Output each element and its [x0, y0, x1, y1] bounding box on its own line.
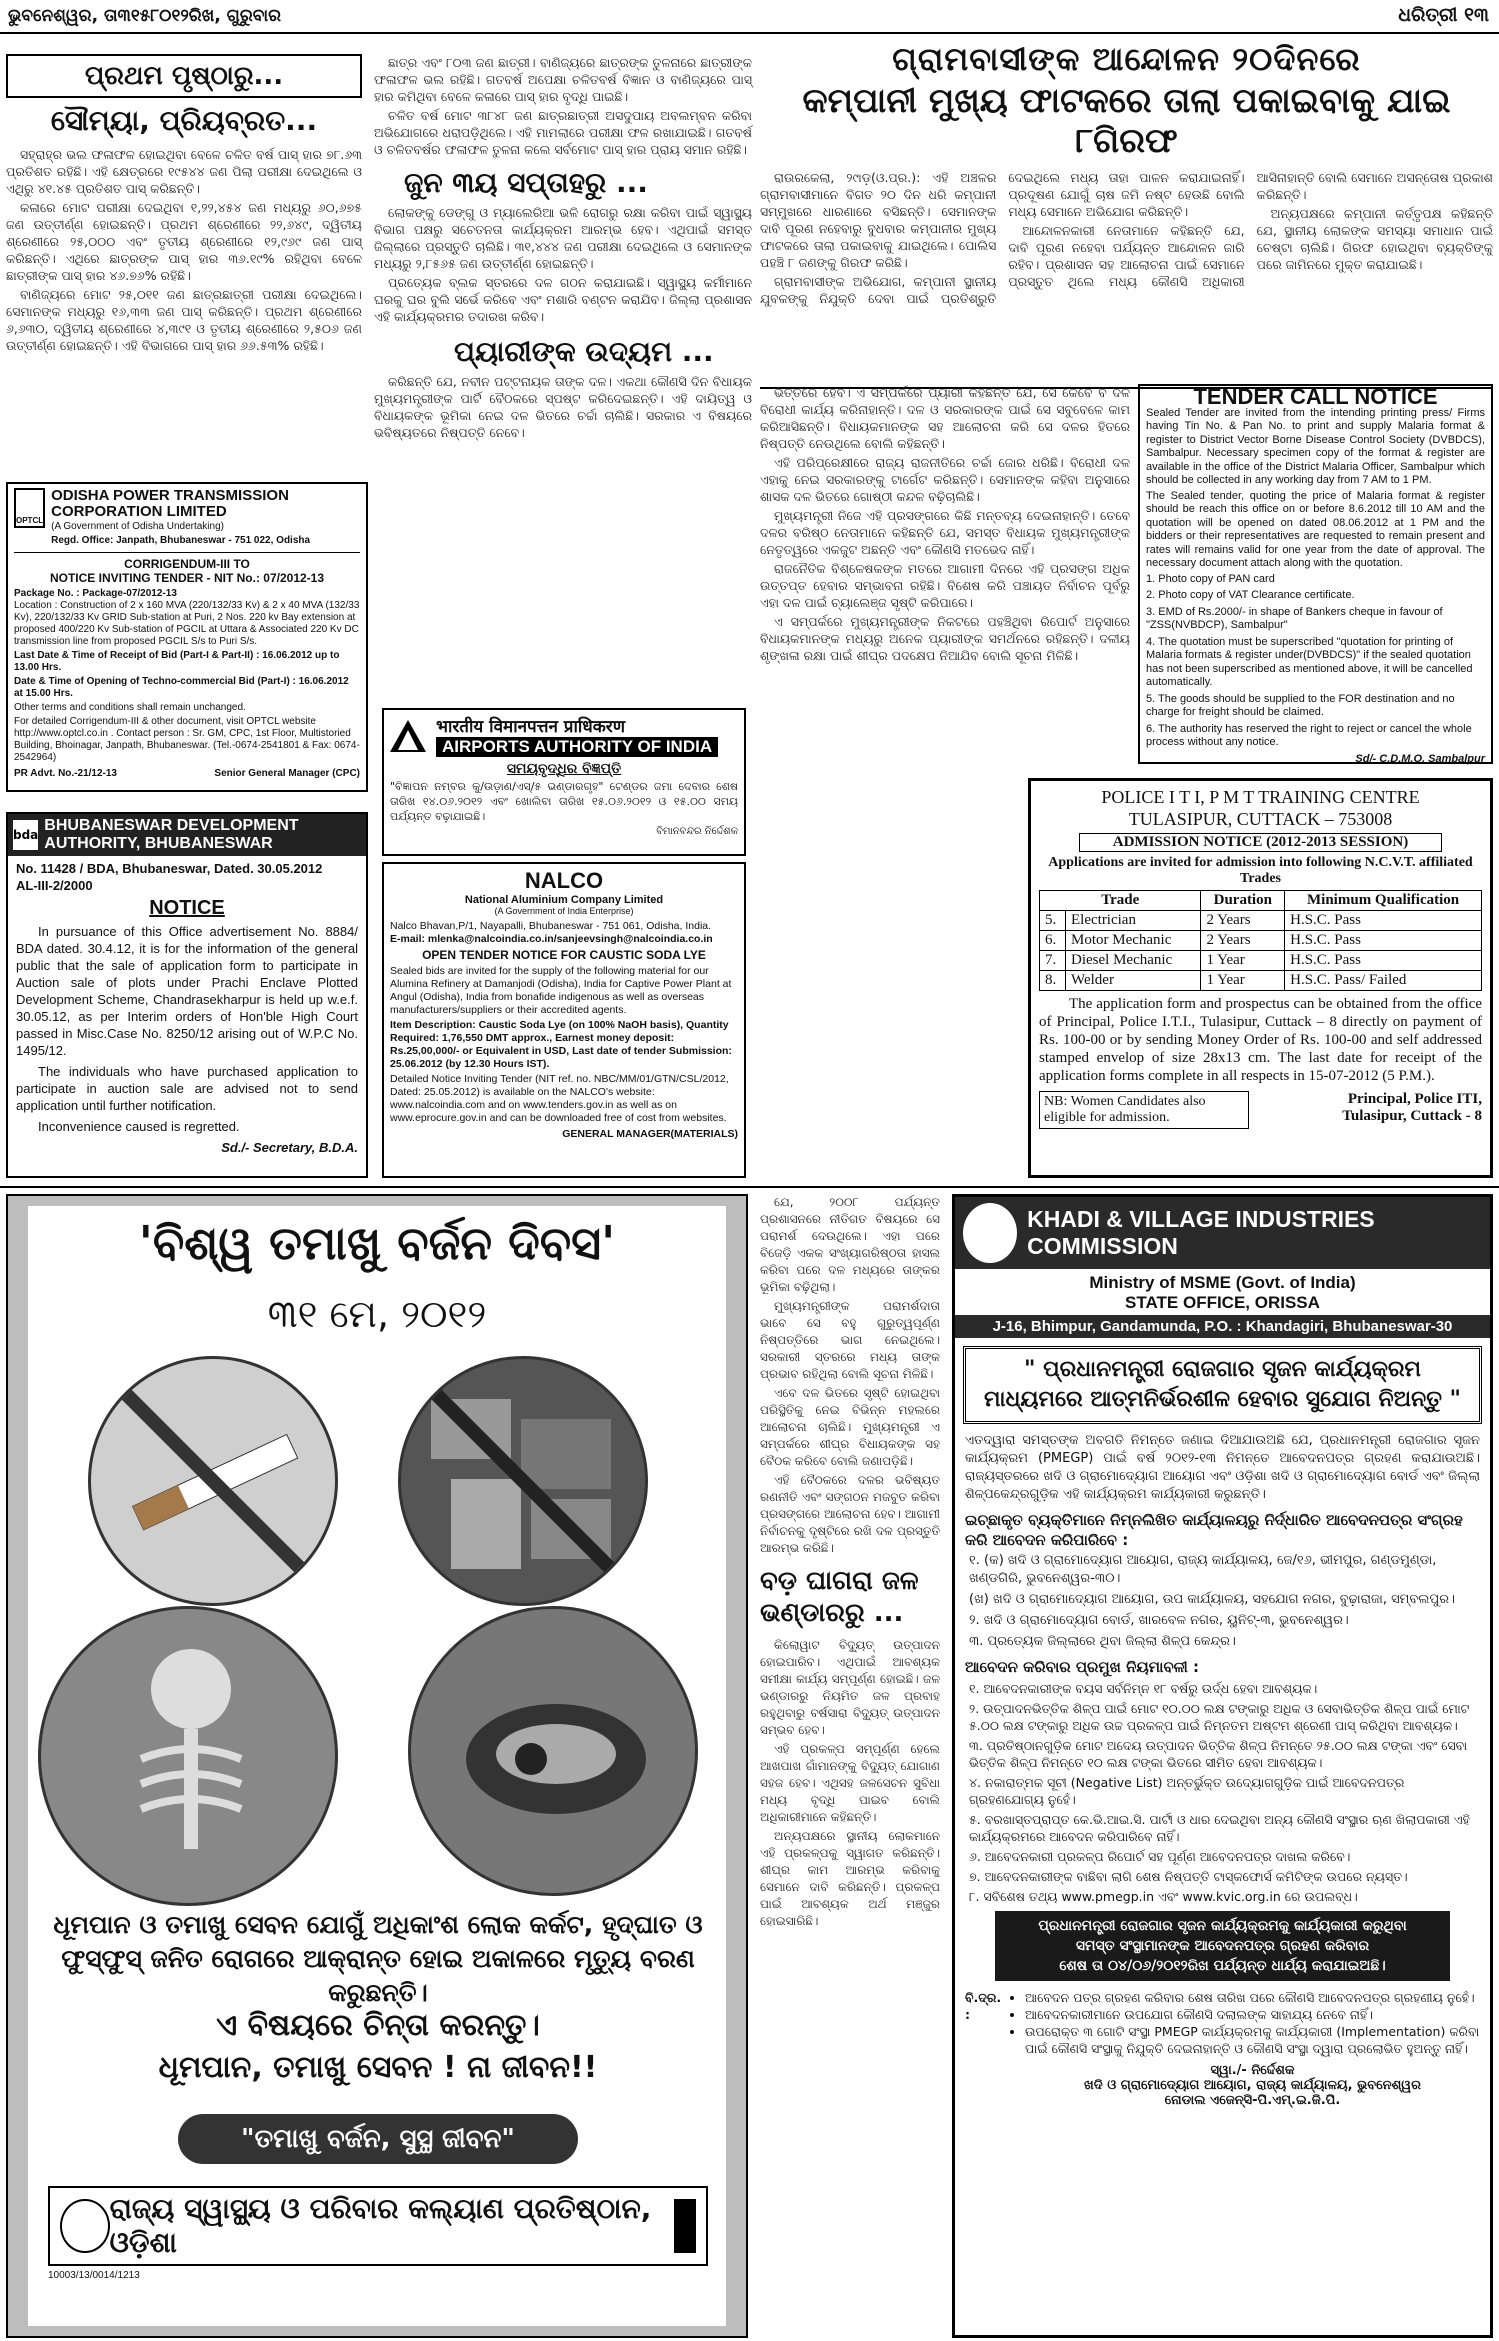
tender-items	[1146, 573, 1485, 750]
list-item: ୨. ଉତ୍ପାଦନଭିତ୍ତିକ ଶିଳ୍ପ ପାଇଁ ମୋଟ ୧୦.୦୦ ଲକ୍ଷ ଟଙ୍କାରୁ ଅଧିକ ଓ ସେବାଭିତ୍ତିକ ଶିଳ୍ପ ପାଇଁ ମୋଟ ୫.୦୦ ଲକ୍ଷ ଟଙ୍କାରୁ ଅଧିକ ଉଚ୍ଚ ପ୍ରକଳ୍ପ ପାଇଁ ନିମ୍ନତମ ଅଷ୍ଟମ ଶ୍ରେଣୀ ପାସ୍ କରିଥିବା ଆବଶ୍ୟକ।	[969, 1701, 1470, 1733]
list-item: 3. EMD of Rs.2000/- in shape of Bankers cheque in favour of "ZSS(NVBDCP), Sambalpur"	[1146, 605, 1443, 631]
health-logo-icon	[674, 2199, 696, 2253]
tobacco-caption: ଧୂମପାନ ଓ ତମାଖୁ ସେବନ ଯୋଗୁଁ ଅଧିକାଂଶ ଲୋକ କର୍କଟ, ହୃଦ୍‌ଘାତ ଓ ଫୁସ୍‌ଫୁସ୍ ଜନିତ ରୋଗରେ ଆକ୍ରାନ୍ତ ହୋଇ ଅକାଳରେ ମୃତ୍ୟୁ ବରଣ କରୁଛନ୍ତି।	[53, 1910, 703, 2007]
column-two-top	[374, 54, 752, 158]
bda-signature: Sd./- Secretary, B.D.A.	[221, 1140, 358, 1155]
list-item: • ଆବେଦନ ପତ୍ର ଗ୍ରହଣ କରିବାର ଶେଷ ତାରିଖ ପରେ କୌଣସି ଆବେଦନପତ୍ର ଗ୍ରହଣୀୟ ନୁହେଁ।	[1025, 1989, 1480, 2006]
page-header	[0, 0, 1499, 34]
list-item: (ଖ) ଖଦି ଓ ଗ୍ରାମୋଦ୍ୟୋଗ ଆୟୋଗ, ଉପ କାର୍ଯ୍ୟାଳୟ, ସହଯୋଗ ନଗର, ବୁଢ଼ାରାଜା, ସମ୍ବଲପୁର।	[969, 1592, 1455, 1607]
optcl-location: Location : Construction of 2 x 160 MVA (220/132/33 Kv) & 2 x 40 MVA (132/33 Kv), 220/132/33 Kv GRID Sub-station at Puri, 2 Nos. 220 kv Bay extension at proposed 400/220 Kv Sub-station of PGCIL at Uttara & Associated 220 Kv DC transmission line from proposed PGCIL S/s to Puri S/s.	[14, 600, 360, 647]
mouth-cancer-image	[408, 1606, 698, 1896]
skeleton-image	[38, 1606, 338, 1906]
kvic-intro: ଏତଦ୍ୱାରା ସମସ୍ତଙ୍କ ଅବଗତି ନିମନ୍ତେ ଜଣାଇ ଦିଆଯାଉଅଛି ଯେ, ପ୍ରଧାନମନ୍ତ୍ରୀ ରୋଜଗାର ସୃଜନ କାର୍ଯ୍ୟକ୍ରମ (PMEGP) ପାଇଁ ବର୍ଷ ୨୦୧୨-୧୩ ନିମନ୍ତେ ଆବେଦନପତ୍ର ଗ୍ରହଣ କରାଯାଉଅଛି। ରାଜ୍ୟସ୍ତରରେ ଖଦି ଓ ଗ୍ରାମୋଦ୍ୟୋଗ ଆୟୋଗ ଏବଂ ଓଡ଼ିଶା ଖଦି ଓ ଗ୍ରାମୋଦ୍ୟୋଗ ବୋର୍ଡ ଏବଂ ଜିଲ୍ଲା ଶିଳ୍ପକେନ୍ଦ୍ରଗୁଡ଼ିକ ଏହି କାର୍ଯ୍ୟକ୍ରମ କାର୍ଯ୍ୟକାରୀ କରୁଛନ୍ତି।	[965, 1433, 1480, 1502]
table-header: Duration	[1201, 891, 1285, 911]
aai-title-en: AIRPORTS AUTHORITY OF INDIA	[436, 737, 718, 757]
optcl-tender-ad	[6, 482, 368, 792]
bda-ref: No. 11428 / BDA, Bhubaneswar, Dated. 30.05.2012	[16, 861, 323, 876]
iti-nb: NB: Women Candidates also eligible for admission.	[1039, 1091, 1249, 1129]
list-item: ୫. ବରଖାସ୍ତପ୍ରାପ୍ତ କେ.ଭି.ଆଇ.ସି. ପାର୍ଟୀ ଓ ଧାର ଦେଇଥିବା ଅନ୍ୟ କୌଣସି ସଂସ୍ଥାର ଋଣ ଖିଲାପକାରୀ ଏହି କାର୍ଯ୍ୟକ୍ରମରେ ଆବେଦନ କରିପାରିବେ ନାହିଁ।	[969, 1812, 1470, 1844]
nalco-signatory: GENERAL MANAGER(MATERIALS)	[562, 1128, 738, 1140]
table-row	[1040, 971, 1482, 991]
list-item: • ଆବେଦନକାରୀମାନେ ଉପଯୋଗ କୌଣସି ଦଲାଲଙ୍କ ସାହାଯ୍ୟ ନେବେ ନାହିଁ।	[1025, 2006, 1480, 2023]
kvic-ad	[952, 1194, 1493, 2338]
list-item: ୪. ନକାରାତ୍ମକ ସୂଚୀ (Negative List) ଅନ୍ତର୍ଭୁକ୍ତ ଉଦ୍ୟୋଗଗୁଡ଼ିକ ପାଇଁ ଆବେଦନପତ୍ର ଗ୍ରହଣଯୋଗ୍ୟ ନୁହେଁ।	[969, 1775, 1405, 1807]
optcl-pr-advt: PR Advt. No.-21/12-13	[14, 768, 117, 779]
list-item: 5. The goods should be supplied to the FOR destination and no charge for freight should be claimed.	[1146, 692, 1455, 718]
paragraph: କିଲୋୱାଟ ବିଦ୍ୟୁତ୍ ଉତ୍ପାଦନ ହୋଇପାରିବ। ଏଥିପାଇଁ ଆବଶ୍ୟକ ସମୀକ୍ଷା କାର୍ଯ୍ୟ ସମ୍ପୂର୍ଣ୍ଣ ହୋଇଛି। ଜଳ ଭଣ୍ଡାରରୁ ନିୟମିତ ଜଳ ପ୍ରବାହ ରହୁଥିବାରୁ ବର୍ଷସାରା ବିଦ୍ୟୁତ୍ ଉତ୍ପାଦନ ସମ୍ଭବ ହେବ।	[760, 1638, 940, 1737]
nalco-address: Nalco Bhavan,P/1, Nayapalli, Bhubaneswar - 751 061, Odisha, India.	[390, 920, 712, 932]
nalco-item: Item Description: Caustic Soda Lye (on 100% NaOH basis), Quantity Required: 1,76,550 DMT approx., Earnest money deposit: Rs.25,00,000/- or Equivalent in USD, Last date of tender Submission: 25.06.2012 (by 12.30 Hours IST).	[390, 1019, 732, 1070]
tobacco-products-image	[398, 1356, 648, 1606]
list-item: 1. Photo copy of PAN card	[1146, 572, 1275, 585]
bda-title: NOTICE	[149, 897, 225, 919]
tender-body-2: The Sealed tender, quoting the price of Malaria format & register should be reach this office on or before 8.6.2012 till 10 AM and the quotation will be opened on dated 08.06.2012 at 1 PM and the bidders or their representatives are requested to remain present and rates will remains valid for one year from the date of approval. The necessary document attach along with the quotation.	[1146, 489, 1485, 569]
front-page-story	[6, 54, 362, 474]
nalco-sub: (A Government of India Enterprise)	[494, 906, 634, 916]
iti-signature-2: Tulasipur, Cuttack - 8	[1342, 1108, 1482, 1124]
table-cell: 5.	[1040, 911, 1066, 931]
tender-body: Sealed Tender are invited from the intending printing press/ Firms having Tin No. & Pan No. to print and supply Malaria format & register to District Vector Borne Disease Control Society (DVBDCS), Sambalpur. Necessary specimen copy of the format & register are available in the office of the District Malaria Officer, Sambalpur which should be collected in any working day from 7 AM to 1 PM.	[1146, 406, 1485, 486]
list-item: ୭. ଆବେଦନକାରୀଙ୍କ ବାଛିବା ଲାଗି ଶେଷ ନିଷ୍ପତ୍ତି ଟାସ୍କଫୋର୍ସ କମିଟିଙ୍କ ଉପରେ ନ୍ୟସ୍ତ।	[969, 1869, 1408, 1884]
kvic-rules	[955, 1680, 1490, 1905]
aai-signatory: ବିମାନବନ୍ଦର ନିର୍ଦ୍ଦେଶକ	[656, 826, 738, 837]
banner-line: ପ୍ରଧାନମନ୍ତ୍ରୀ ରୋଜଗାର ସୃଜନ କାର୍ଯ୍ୟକ୍ରମକୁ କାର୍ଯ୍ୟକାରୀ କରୁଥିବା	[1038, 1918, 1407, 1934]
table-cell: Welder	[1066, 971, 1201, 991]
table-row	[1040, 951, 1482, 971]
iti-title-3: ADMISSION NOTICE (2012-2013 SESSION)	[1079, 833, 1442, 852]
cigarette-ban-image	[88, 1356, 338, 1606]
paragraph: ଆନ୍ଦୋଳନକାରୀ ନେତାମାନେ କହିଛନ୍ତି ଯେ, ଦାବି ପୂରଣ ନହେବା ପର୍ଯ୍ୟନ୍ତ ଆନ୍ଦୋଳନ ଜାରି ରହିବ। ପ୍ରଶାସନ ସହ ଆଲୋଚନା ପାଇଁ ସେମାନେ ପ୍ରସ୍ତୁତ ଥିଲେ ମଧ୍ୟ କୌଣସି ଅଧିକାରୀ ଆସିନାହାନ୍ତି ବୋଲି ସେମାନେ ଅସନ୍ତୋଷ ପ୍ରକାଶ କରିଛନ୍ତି।	[1008, 170, 1493, 289]
table-row	[1040, 931, 1482, 951]
front-page-kicker: ପ୍ରଥମ ପୃଷ୍ଠାରୁ...	[6, 54, 362, 98]
paragraph: ଏହି ବୈଠକରେ ଦଳର ଭବିଷ୍ୟତ ରଣନୀତି ଏବଂ ସଙ୍ଗଠନ ମଜବୁତ କରିବା ପ୍ରସଙ୍ଗରେ ଆଲୋଚନା ହେବ। ଆଗାମୀ ନିର୍ବାଚନକୁ ଦୃଷ୍ଟିରେ ରଖି ଦଳ ପ୍ରସ୍ତୁତି ଆରମ୍ଭ କରିଛି।	[760, 1473, 940, 1555]
front-page-body	[6, 146, 362, 354]
list-item: ୩. ପ୍ରତିଷ୍ଠାନଗୁଡ଼ିକ ମୋଟ ଅଦେୟ ଉତ୍ପାଦନ ଭିତ୍ତିକ ଶିଳ୍ପ ନିମନ୍ତେ ୨୫.୦୦ ଲକ୍ଷ ଟଙ୍କା ଏବଂ ସେବା ଭିତ୍ତିକ ଶିଳ୍ପ ନିମନ୍ତେ ୧୦ ଲକ୍ଷ ଟଙ୍କା ଭିତରେ ସୀମିତ ହେବା ଆବଶ୍ୟକ।	[969, 1738, 1468, 1770]
lead-story	[760, 40, 1493, 380]
optcl-logo: OPTCL	[14, 488, 45, 528]
kvic-notes	[955, 1987, 1490, 2059]
paragraph: ମୁଖ୍ୟମନ୍ତ୍ରୀଙ୍କ ପରାମର୍ଶଦାତା ଭାବେ ସେ ବହୁ ଗୁରୁତ୍ୱପୂର୍ଣ୍ଣ ନିଷ୍ପତ୍ତିରେ ଭାଗ ନେଇଥିଲେ। ସରକାରୀ ସ୍ତରରେ ମଧ୍ୟ ତାଙ୍କ ପ୍ରଭାବ ରହିଥିଲା ବୋଲି ସୂଚନା ମିଳିଛି।	[760, 1299, 940, 1381]
column-two-bottom	[374, 373, 752, 441]
paragraph: ଏବେ ଦଳ ଭିତରେ ସୃଷ୍ଟି ହୋଇଥିବା ପରିସ୍ଥିତିକୁ ନେଇ ବିଭିନ୍ନ ମହଲରେ ଆଲୋଚନା ଚାଲିଛି। ମୁଖ୍ୟମନ୍ତ୍ରୀ ଏ ସମ୍ପର୍କରେ ଶୀଘ୍ର ବିଧାୟକଙ୍କ ସହ ବୈଠକ କରିବେ ବୋଲି ଜଣାପଡ଼ିଛି।	[760, 1386, 940, 1468]
paragraph: କଳାରେ ମୋଟ ପରୀକ୍ଷା ଦେଇଥିବା ୧,୨୨,୪୫୪ ଜଣ ମଧ୍ୟରୁ ୬୦,୬୭୫ ଜଣ ଉତ୍ତୀର୍ଣ୍ଣ ହୋଇଛନ୍ତି। ପ୍ରଥମ ଶ୍ରେଣୀରେ ୨୨,୬୪୯, ଦ୍ୱିତୀୟ ଶ୍ରେଣୀରେ ୨୫,୦୦୦ ଏବଂ ତୃତୀୟ ଶ୍ରେଣୀରେ ୧୨,୯୬୯ ଜଣ ପାସ୍ କରିଛନ୍ତି। ଏଥିରେ ଛାତ୍ରଙ୍କ ପାସ୍ ହାର ୩୬.୧୯% ରହିଥିବା ବେଳେ ଛାତ୍ରୀଙ୍କ ପାସ୍ ହାର ୪୬.୭୬% ରହିଛି।	[6, 200, 362, 283]
aai-notice-ad	[382, 708, 746, 856]
kvic-deadline-banner	[995, 1911, 1450, 1981]
tobacco-ad	[6, 1194, 748, 2338]
table-cell: H.S.C. Pass	[1285, 911, 1482, 931]
table-cell: 1 Year	[1201, 971, 1285, 991]
paragraph: ଗ୍ରାମବାସୀଙ୍କ ଅଭିଯୋଗ, କମ୍ପାନୀ ସ୍ଥାନୀୟ ଯୁବକଙ୍କୁ ନିଯୁକ୍ତି ଦେବା ପାଇଁ ପ୍ରତିଶ୍ରୁତି ଦେଇଥିଲେ ମଧ୍ୟ ତାହା ପାଳନ କରାଯାଇନାହିଁ। ପ୍ରଦୂଷଣ ଯୋଗୁଁ ଚାଷ ଜମି ନଷ୍ଟ ହେଉଛି ବୋଲି ମଧ୍ୟ ସେମାନେ ଅଭିଯୋଗ କରିଛନ୍ତି।	[760, 170, 1245, 306]
banner-line: ସମସ୍ତ ସଂସ୍ଥାମାନଙ୍କ ଆବେଦନପତ୍ର ଗ୍ରହଣ କରିବାର	[1075, 1938, 1370, 1954]
banner-line: ଶେଷ ତା ୦୪/୦୬/୨୦୧୨ରିଖ ପର୍ଯ୍ୟନ୍ତ ଧାର୍ଯ୍ୟ କରାଯାଇଅଛି।	[1059, 1958, 1386, 1974]
kvic-office: STATE OFFICE, ORISSA	[1125, 1293, 1320, 1312]
optcl-office: Regd. Office: Janpath, Bhubaneswar - 751 022, Odisha	[51, 535, 311, 546]
paragraph: ଚଳିତ ବର୍ଷ ମୋଟ ୩୮୪୮ ଜଣ ଛାତ୍ରଛାତ୍ରୀ ଅସଦୁପାୟ ଅବଲମ୍ବନ କରିବା ଅଭିଯୋଗରେ ଧରାପଡ଼ିଥିଲେ। ଏହି ମାମଲାରେ ପରୀକ୍ଷା ଫଳ ରଖାଯାଇଛି। ଗତବର୍ଷ ଓ ଚଳିତବର୍ଷର ଫଳାଫଳ ତୁଳନା କଲେ ସର୍ବମୋଟ ପାସ୍ ହାର ପ୍ରାୟ ସମାନ ରହିଛି।	[374, 108, 752, 157]
mid-story-subhead: ବଡ଼ ଘାଗରା ଜଳ ଭଣ୍ଡାରରୁ ...	[760, 1566, 919, 1628]
iti-title-1: POLICE I T I, P M T TRAINING CENTRE	[1101, 787, 1420, 807]
nalco-body: Sealed bids are invited for the supply of the following material for our Alumina Refinery at Damanjodi (Odisha), India for Captive Power Plant at Angul (Odisha), India from bonafide indigenous as well as overseas manufacturers/suppliers or their accredited agents.	[390, 965, 732, 1016]
tender-title: TENDER CALL NOTICE	[1193, 384, 1438, 409]
bda-name: BHUBANESWAR DEVELOPMENT AUTHORITY, BHUBANESWAR	[44, 817, 299, 852]
kvic-sign-3: ନୋଡାଲ ଏଜେନ୍ସି-ପି.ଏମ୍.ଇ.ଜି.ପି.	[1164, 2093, 1341, 2108]
tobacco-code: 10003/13/0014/1213	[48, 2270, 140, 2281]
paragraph: ରାଉରକେଲା, ୨୯ାଡ଼(ଓ.ପ୍ର.): ଏହି ଅଞ୍ଚଳର ଗ୍ରାମବାସୀମାନେ ବିଗତ ୨୦ ଦିନ ଧରି କମ୍ପାନୀ ସମ୍ମୁଖରେ ଧାରଣାରେ ବସିଛନ୍ତି। ସେମାନଙ୍କ ଦାବି ପୂରଣ ନହେବାରୁ ବୁଧବାର କମ୍ପାନୀର ମୁଖ୍ୟ ଫାଟକରେ ତାଲା ପକାଇବାକୁ ଯାଇଥିଲେ। ପୋଲିସ ପହଞ୍ଚି ୮ ଜଣଙ୍କୁ ଗିରଫ କରିଛି।	[760, 170, 997, 270]
paragraph: ଛାତ୍ର ଏବଂ ୮୦୩ ଜଣ ଛାତ୍ରୀ। ବାଣିଜ୍ୟରେ ଛାତ୍ରଙ୍କ ତୁଳନାରେ ଛାତ୍ରୀଙ୍କ ଫଳାଫଳ ଭଲ ରହିଛି। ଗତବର୍ଷ ଅପେକ୍ଷା ଚଳିତବର୍ଷ ବିଜ୍ଞାନ ଓ ବାଣିଜ୍ୟରେ ପାସ୍ ହାର କମିଥିବା ବେଳେ କଳାରେ ପାସ୍ ହାର ବୃଦ୍ଧି ପାଇଛି।	[374, 55, 752, 104]
bda-paragraph-1: In pursuance of this Office advertisement No. 8884/ BDA dated. 30.4.12, it is for the information of the general public that the sale of application form to participate in Auction sale of plots under Prachi Enclave Plotted Development Scheme, Chandrasekharpur is held up w.e.f. 30.05.12, as per Interim orders of Hon'ble High Court passed in Misc.Case No. 8250/12 arising out of W.P.C No. 1495/12.	[16, 924, 358, 1058]
tobacco-title: 'ବିଶ୍ୱ ତମାଖୁ ବର୍ଜନ ଦିବସ'	[138, 1216, 616, 1270]
lead-story-kicker: ଗ୍ରାମବାସୀଙ୍କ ଆନ୍ଦୋଳନ ୨୦ଦିନରେ	[892, 40, 1361, 78]
paragraph: ଏହି ପରିପ୍ରେକ୍ଷୀରେ ରାଜ୍ୟ ରାଜନୀତିରେ ଚର୍ଚ୍ଚା ଜୋର ଧରିଛି। ବିରୋଧୀ ଦଳ ଏହାକୁ ନେଇ ସରକାରଙ୍କୁ ଟାର୍ଗେଟ କରିଛନ୍ତି। ସେମାନଙ୍କ କହିବା ଅନୁସାରେ ଶାସକ ଦଳ ଭିତରେ ଗୋଷ୍ଠୀ କନ୍ଦଳ ବଢ଼ିଚାଲିଛି।	[760, 455, 1130, 504]
mid-story	[760, 1194, 940, 2338]
table-cell: 2 Years	[1201, 931, 1285, 951]
column-two-subhead-2: ପ୍ୟାରୀଙ୍କ ଉଦ୍ୟମ ...	[454, 335, 714, 368]
nalco-email: E-mail: mlenka@nalcoindia.co.in/sanjeevsingh@nalcoindia.co.in	[390, 933, 713, 945]
kvic-notes-label: ବି.ଦ୍ର. :	[965, 1990, 1002, 2022]
date-line: ଭୁବନେଶ୍ୱର, ତା୩୧୫୮୦୧୨ରିଖ, ଗୁରୁବାର	[8, 6, 282, 26]
iti-body: The application form and prospectus can be obtained from the office of Principal, Police I.T.I., Tulasipur, Cuttack – 8 directly on payment of Rs. 100-00 or by sending Money Order of Rs. 100-00 and self addressed stamped envelop of size 28x13 cm. The last date for receipt of the application forms complete in all respects in 15-07-2012 (5 P.M.).	[1039, 996, 1482, 1084]
lead-story-headline: କମ୍ପାନୀ ମୁଖ୍ୟ ଫାଟକରେ ତାଲା ପକାଇବାକୁ ଯାଇ ୮ଗିରଫ	[802, 81, 1451, 161]
column-two-mid	[374, 204, 752, 325]
table-cell: 1 Year	[1201, 951, 1285, 971]
optcl-details: For detailed Corrigendum-III & other document, visit OPTCL website http://www.optcl.co.in . Contact person : Sr. GM, CPC, 1st Floor, Multistoried Building, Bhoinagar, Janpath, Bhubaneswar. (Tel.-0674-2541801 & Fax: 0674-2542964)	[14, 716, 360, 763]
iti-signature-1: Principal, Police ITI,	[1347, 1091, 1482, 1107]
list-item: ୧. ଆବେଦନକାରୀଙ୍କ ବୟସ ସର୍ବନିମ୍ନ ୧୮ ବର୍ଷରୁ ଉର୍ଦ୍ଧ ହେବା ଆବଶ୍ୟକ।	[969, 1681, 1318, 1696]
tender-call-notice	[1138, 384, 1493, 764]
kvic-sign-2: ଖଦି ଓ ଗ୍ରାମୋଦ୍ୟୋଗ ଆୟୋଗ, ରାଜ୍ୟ କାର୍ଯ୍ୟାଳୟ, ଭୁବନେଶ୍ୱର	[1084, 2078, 1421, 2093]
table-cell: 6.	[1040, 931, 1066, 951]
kvic-headline: " ପ୍ରଧାନମନ୍ତ୍ରୀ ରୋଜଗାର ସୃଜନ କାର୍ଯ୍ୟକ୍ରମ ମାଧ୍ୟମରେ ଆତ୍ମନିର୍ଭରଶୀଳ ହେବାର ସୁଯୋଗ ନିଅନ୍ତୁ "	[963, 1346, 1482, 1424]
police-iti-ad	[1028, 778, 1493, 1178]
nalco-logo-text: NALCO	[524, 868, 604, 893]
bda-logo: bda	[13, 820, 38, 850]
list-item: 4. The quotation must be superscribed "quotation for printing of Malaria formats & register under(DVBDCS)" if the sealed quotation has not been superscribed as mentioned above, it will be cancelled automatically.	[1146, 635, 1473, 688]
list-item: ୩. ପ୍ରତ୍ୟେକ ଜିଲ୍ଲାରେ ଥିବା ଜିଲ୍ଲା ଶିଳ୍ପ କେନ୍ଦ୍ର।	[969, 1634, 1236, 1649]
optcl-package: Package No. : Package-07/2012-13	[14, 588, 177, 599]
kvic-rules-title: ଆବେଦନ କରିବାର ପ୍ରମୁଖ ନିୟମାବଳୀ :	[965, 1658, 1199, 1676]
paragraph: ସହ୍ରାହ୍ର ଭଲ ଫଳାଫଳ ହୋଇଥିବା ବେଳେ ଚଳିତ ବର୍ଷ ପାସ୍ ହାର ୭୮.୬୩ ପ୍ରତିଶତ ରହିଛି। ଏହି କ୍ଷେତ୍ରରେ ୧୯୫୪୪ ଜଣ ପିଲା ପରୀକ୍ଷା ଦେଇଥିଲେ ଓ ଏଥିରୁ ୪୧.୪୫ ପ୍ରତିଶତ ପାସ୍ କରିଛନ୍ତି।	[6, 147, 362, 196]
optcl-opening: Date & Time of Opening of Techno-commercial Bid (Part-I) : 16.06.2012 at 15.00 Hrs.	[14, 676, 349, 699]
table-cell: H.S.C. Pass	[1285, 951, 1482, 971]
bda-paragraph-3: Inconvenience caused is regretted.	[38, 1119, 240, 1134]
kvic-subhead: ଇଚ୍ଛାକୃତ ବ୍ୟକ୍ତିମାନେ ନିମ୍ନଲିଖିତ କାର୍ଯ୍ୟାଳୟରୁ ନିର୍ଦ୍ଧାରିତ ଆବେଦନପତ୍ର ସଂଗ୍ରହ କରି ଆବେଦନ କରିପାରିବେ :	[965, 1511, 1463, 1549]
aai-body: "ବିଜ୍ଞାପନ ନମ୍ବର କୁ/ଉଡ଼ାଣ/ଏସ୍/୫ ଭଣ୍ଡାରଗୃହ" ଟେଣ୍ଡର ଜମା ଦେବାର ଶେଷ ତାରିଖ ୧୪.୦୬.୨୦୧୨ ଏବଂ ଖୋଲିବା ତାରିଖ ୧୫.୦୬.୨୦୧୨ ଓ ୧୫.୦୦ ସମୟ ପର୍ଯ୍ୟନ୍ତ ବଢ଼ାଯାଇଛି।	[390, 780, 738, 823]
kvic-sign-1: ସ୍ୱା./- ନିର୍ଦ୍ଦେଶକ	[1210, 2063, 1295, 2078]
list-item: ୬. ଆବେଦନକାରୀ ପ୍ରକଳ୍ପ ରିପୋର୍ଟ ସହ ପୂର୍ଣ୍ଣ ଆବେଦନପତ୍ର ଦାଖଲ କରିବେ।	[969, 1849, 1351, 1864]
column-two-subhead-1: ଜୁନ ୩ୟ ସପ୍ତାହରୁ ...	[404, 166, 648, 199]
optcl-signatory: Senior General Manager (CPC)	[214, 768, 360, 779]
list-item: ୧. (କ) ଖଦି ଓ ଗ୍ରାମୋଦ୍ୟୋଗ ଆୟୋଗ, ରାଜ୍ୟ କାର୍ଯ୍ୟାଳୟ, ଜେ/୧୬, ଭୀମପୁର, ଗଣ୍ଡମୁଣ୍ଡା, ଖଣ୍ଡଗିରି, ଭୁବନେଶ୍ୱର-୩୦।	[969, 1553, 1437, 1586]
table-cell: 2 Years	[1201, 911, 1285, 931]
bda-ref2: AL-III-2/2000	[16, 878, 93, 893]
paragraph: ବାଣିଜ୍ୟରେ ମୋଟ ୨୫,୦୧୧ ଜଣ ଛାତ୍ରଛାତ୍ରୀ ପରୀକ୍ଷା ଦେଇଥିଲେ। ସେମାନଙ୍କ ମଧ୍ୟରୁ ୧୬,୩୩ ଜଣ ପାସ୍ କରିଛନ୍ତି। ପ୍ରଥମ ଶ୍ରେଣୀରେ ୬,୬୩୦, ଦ୍ୱିତୀୟ ଶ୍ରେଣୀରେ ୪,୩୯୧ ଓ ତୃତୀୟ ଶ୍ରେଣୀରେ ୨,୫୦୬ ଜଣ ଉତ୍ତୀର୍ଣ୍ଣ ହୋଇଛନ୍ତି। ଏହି ବିଭାଗରେ ପାସ୍ ହାର ୬୬.୫୩% ରହିଛି।	[6, 287, 362, 353]
table-cell: H.S.C. Pass/ Failed	[1285, 971, 1482, 991]
optcl-other-terms: Other terms and conditions shall remain unchanged.	[14, 702, 246, 713]
table-header: Trade	[1040, 891, 1201, 911]
table-cell: Diesel Mechanic	[1066, 951, 1201, 971]
tobacco-appeal-2: ଧୂମପାନ, ତମାଖୁ ସେବନ ! ନା ଜୀବନ!!	[158, 2050, 598, 2085]
iti-trades-table	[1039, 890, 1482, 991]
nalco-title: OPEN TENDER NOTICE FOR CAUSTIC SODA LYE	[422, 948, 706, 962]
list-item: ୨. ଖଦି ଓ ଗ୍ରାମୋଦ୍ୟୋଗ ବୋର୍ଡ, ଖାରବେଳ ନଗର, ୟୁନିଟ୍-୩, ଭୁବନେଶ୍ୱର।	[969, 1613, 1349, 1628]
paragraph: ରାଜନୈତିକ ବିଶ୍ଳେଷକଙ୍କ ମତରେ ଆଗାମୀ ଦିନରେ ଏହି ପ୍ରସଙ୍ଗ ଅଧିକ ଉତ୍ତପ୍ତ ହେବାର ସମ୍ଭାବନା ରହିଛି। ବିଶେଷ କରି ପଞ୍ଚାୟତ ନିର୍ବାଚନ ପୂର୍ବରୁ ଏହା ଦଳ ପାଇଁ ଚ୍ୟାଲେଞ୍ଜ ସୃଷ୍ଟି କରିପାରେ।	[760, 561, 1130, 610]
table-cell: H.S.C. Pass	[1285, 931, 1482, 951]
paragraph: ଅନ୍ୟପକ୍ଷରେ ସ୍ଥାନୀୟ ଲୋକମାନେ ଏହି ପ୍ରକଳ୍ପକୁ ସ୍ୱାଗତ କରିଛନ୍ତି। ଶୀଘ୍ର କାମ ଆରମ୍ଭ କରିବାକୁ ସେମାନେ ଦାବି କରିଛନ୍ତି। ପ୍ରକଳ୍ପ ପାଇଁ ଆବଶ୍ୟକ ଅର୍ଥ ମଞ୍ଜୁର ହୋଇସାରିଛି।	[760, 1829, 940, 1928]
paragraph: ମୁଖ୍ୟମନ୍ତ୍ରୀ ନିଜେ ଏହି ପ୍ରସଙ୍ଗରେ କିଛି ମନ୍ତବ୍ୟ ଦେଇନାହାନ୍ତି। ତେବେ ଦଳର ବରିଷ୍ଠ ନେତାମାନେ କହିଛନ୍ତି ଯେ, ସମସ୍ତ ବିଧାୟକ ମୁଖ୍ୟମନ୍ତ୍ରୀଙ୍କ ନେତୃତ୍ୱରେ ଏକଜୁଟ ଅଛନ୍ତି ଏବଂ କୌଣସି ମତଭେଦ ନାହିଁ।	[760, 508, 1130, 557]
bda-notice-ad	[6, 812, 368, 1178]
list-item: • ଉପରୋକ୍ତ ୩ ଗୋଟି ସଂସ୍ଥା PMEGP କାର୍ଯ୍ୟକ୍ରମକୁ କାର୍ଯ୍ୟକାରୀ (Implementation) କରିବା ପାଇଁ କୌଣସି ସଂସ୍ଥାକୁ ନିଯୁକ୍ତି ଦେଇନାହାନ୍ତି ଓ କୌଣସି ସଂସ୍ଥା ଦ୍ୱାରା ପ୍ରଲୋଭିତ ହୁଅନ୍ତୁ ନାହିଁ।	[1025, 2023, 1480, 2057]
list-item: 6. The authority has reserved the right to reject or cancel the whole process without any notice.	[1146, 722, 1472, 748]
lead-story-body	[760, 169, 1493, 379]
optcl-sub: (A Government of Odisha Undertaking)	[51, 521, 224, 532]
paragraph: ଏହି ପ୍ରକଳ୍ପ ସମ୍ପୂର୍ଣ୍ଣ ହେଲେ ଆଖପାଖ ଗାଁମାନଙ୍କୁ ବିଦ୍ୟୁତ୍ ଯୋଗାଣ ସହଜ ହେବ। ଏଥିସହ ଜଳସେଚନ ସୁବିଧା ମଧ୍ୟ ବୃଦ୍ଧି ପାଇବ ବୋଲି ଅଧିକାରୀମାନେ କହିଛନ୍ତି।	[760, 1742, 940, 1824]
kvic-title: KHADI & VILLAGE INDUSTRIES COMMISSION	[1027, 1206, 1375, 1259]
list-item: ୮. ସବିଶେଷ ତଥ୍ୟ www.pmegp.in ଏବଂ www.kvic.org.in ରେ ଉପଲବ୍ଧ।	[969, 1889, 1358, 1904]
optcl-nit: NOTICE INVITING TENDER - NIT No.: 07/2012-13	[49, 571, 325, 585]
paragraph: ଭିତ୍ତିରେ ହେବ। ଏ ସମ୍ପର୍କରେ ପ୍ୟାରୀ କହିଛନ୍ତି ଯେ, ସେ କେବେ ବି ଦଳ ବିରୋଧୀ କାର୍ଯ୍ୟ କରିନାହାନ୍ତି। ଦଳ ଓ ସରକାରଙ୍କ ପାଇଁ ସେ ସବୁବେଳେ କାମ କରିଆସିଛନ୍ତି। ବିଧାୟକମାନଙ୍କ ସହ ଆଲୋଚନା କରି ସେ ଦଳର ହିତରେ ନିଷ୍ପତ୍ତି ନେଉଥିଲେ ବୋଲି କହିଛନ୍ତି।	[760, 385, 1130, 451]
paragraph: କରିଛନ୍ତି ଯେ, ନବୀନ ପଟ୍ଟନାୟକ ତାଙ୍କ ଦଳ। ଏକଥା କୌଣସି ଦିନ ବିଧାୟକ ମୁଖ୍ୟମନ୍ତ୍ରୀଙ୍କ ପାର୍ଟି ବୈଠକରେ ସ୍ପଷ୍ଟ କରିଦେଇଛନ୍ତି। ଏହି ଦାୟିତ୍ୱ ଓ ବିଧାୟକଙ୍କ ଭୂମିକା ନେଇ ଦଳ ଭିତରେ ଚର୍ଚ୍ଚା ଚାଲିଛି। ସରକାର ଏ ବିଷୟରେ ଭବିଷ୍ୟତରେ ନିଷ୍ପତ୍ତି ନେବେ।	[374, 374, 752, 440]
aai-logo-icon	[388, 718, 428, 754]
table-cell: Motor Mechanic	[1066, 931, 1201, 951]
paragraph: ଅନ୍ୟପକ୍ଷରେ କମ୍ପାନୀ କର୍ତ୍ତୃପକ୍ଷ କହିଛନ୍ତି ଯେ, ସ୍ଥାନୀୟ ଲୋକଙ୍କ ସମସ୍ୟା ସମାଧାନ ପାଇଁ ଚେଷ୍ଟା ଚାଲିଛି। ଗିରଫ ହୋଇଥିବା ବ୍ୟକ୍ତିଙ୍କୁ ପରେ ଜାମିନରେ ମୁକ୍ତ କରାଯାଇଛି।	[1256, 206, 1493, 272]
tobacco-footer	[48, 2186, 708, 2266]
table-header: Minimum Qualification	[1285, 891, 1482, 911]
optcl-name: ODISHA POWER TRANSMISSION CORPORATION LIMITED	[51, 487, 289, 520]
nalco-tender-ad	[382, 862, 746, 1178]
list-item: 2. Photo copy of VAT Clearance certificate.	[1146, 589, 1355, 601]
paragraph: ଯେ, ୨୦୦୮ ପର୍ଯ୍ୟନ୍ତ ପ୍ରଶାସନରେ ନୀତିଗତ ବିଷୟରେ ସେ ପରାମର୍ଶ ଦେଉଥିଲେ। ଏହା ପରେ ବିଜେଡ଼ି ଏକକ ସଂଖ୍ୟାଗରିଷ୍ଠତା ହାସଲ କରିବା ପରେ ଦଳ ମଧ୍ୟରେ ତାଙ୍କର ଭୂମିକା ବଢ଼ିଥିଲା।	[760, 1195, 940, 1294]
bda-paragraph-2: The individuals who have purchased application to participate in auction sale are advised not to send application until further notification.	[16, 1064, 358, 1113]
kvic-ministry: Ministry of MSME (Govt. of India)	[1089, 1273, 1356, 1292]
odisha-emblem-icon	[60, 2199, 110, 2253]
iti-intro: Applications are invited for admission into following N.C.V.T. affiliated Trades	[1048, 855, 1473, 886]
tender-signature: Sd/- C.D.M.O. Sambalpur	[1355, 752, 1485, 765]
kvic-offices	[955, 1552, 1490, 1651]
optcl-last-date: Last Date & Time of Receipt of Bid (Part-I & Part-II) : 16.06.2012 up to 13.00 Hrs.	[14, 650, 340, 673]
iti-title-2: TULASIPUR, CUTTACK – 753008	[1128, 809, 1393, 829]
kvic-emblem-icon	[963, 1203, 1017, 1263]
table-cell: 8.	[1040, 971, 1066, 991]
aai-title-hindi: भारतीय विमानपत्तन प्राधिकरण	[436, 717, 626, 737]
paragraph: ଏ ସମ୍ପର୍କରେ ମୁଖ୍ୟମନ୍ତ୍ରୀଙ୍କ ନିକଟରେ ପହଞ୍ଚିଥିବା ରିପୋର୍ଟ ଅନୁସାରେ ବିଧାୟକମାନଙ୍କ ମଧ୍ୟରୁ ଅନେକ ପ୍ୟାରୀଙ୍କ ସମର୍ଥନରେ ରହିଛନ୍ତି। ଦଳୀୟ ଶୃଙ୍ଖଳା ରକ୍ଷା ପାଇଁ ଶୀଘ୍ର ପଦକ୍ଷେପ ନିଆଯିବ ବୋଲି ସୂଚନା ମିଳିଛି।	[760, 614, 1130, 663]
paragraph: ଲୋକଙ୍କୁ ଡେଙ୍ଗୁ ଓ ମ୍ୟାଲେରିଆ ଭଳି ରୋଗରୁ ରକ୍ଷା କରିବା ପାଇଁ ସ୍ୱାସ୍ଥ୍ୟ ବିଭାଗ ପକ୍ଷରୁ ସଚେତନତା କାର୍ଯ୍ୟକ୍ରମ ଆରମ୍ଭ ହେବ। ଏଥିପାଇଁ ସମସ୍ତ ଜିଲ୍ଲାରେ ପ୍ରସ୍ତୁତି ଚାଲିଛି। ୩୧,୪୪୪ ଜଣ ପରୀକ୍ଷା ଦେଇଥିଲେ ଓ ସେମାନଙ୍କ ମଧ୍ୟରୁ ୨,୮୫୬୫ ଜଣ ଉତ୍ତୀର୍ଣ୍ଣ ହୋଇଛନ୍ତି।	[374, 205, 752, 271]
table-cell: Electrician	[1066, 911, 1201, 931]
tobacco-footer-text: ରାଜ୍ୟ ସ୍ୱାସ୍ଥ୍ୟ ଓ ପରିବାର କଲ୍ୟାଣ ପ୍ରତିଷ୍ଠାନ, ଓଡ଼ିଶା	[109, 2192, 652, 2259]
tobacco-date: ୩୧ ମେ, ୨୦୧୨	[267, 1292, 487, 1336]
optcl-corrigendum: CORRIGENDUM-III TO	[124, 557, 250, 571]
nalco-name: National Aluminium Company Limited	[464, 894, 664, 906]
paragraph: ପ୍ରତ୍ୟେକ ବ୍ଲକ ସ୍ତରରେ ଦଳ ଗଠନ କରାଯାଇଛି। ସ୍ୱାସ୍ଥ୍ୟ କର୍ମୀମାନେ ଘରକୁ ଘର ବୁଲି ସର୍ଭେ କରିବେ ଏବଂ ମଶାରି ବଣ୍ଟନ କରାଯିବ। ଜିଲ୍ଲା ପ୍ରଶାସନ ଏହି କାର୍ଯ୍ୟକ୍ରମର ତଦାରଖ କରିବ।	[374, 275, 752, 324]
aai-sub: ସମୟବୃଦ୍ଧିର ବିଜ୍ଞପ୍ତି	[506, 761, 622, 777]
tobacco-appeal-1: ଏ ବିଷୟରେ ଚିନ୍ତା କରନ୍ତୁ।	[216, 2008, 540, 2043]
nalco-detail: Detailed Notice Inviting Tender (NIT ref. no. NBC/MM/01/GTN/CSL/2012, Dated: 25.05.2012) is available on the NALCO's website: www.nalcoindia.com and on www.tenders.gov.in as well as on www.eprocure.gov.in and can be downloaded free of cost from websites.	[390, 1073, 729, 1124]
table-row	[1040, 911, 1482, 931]
table-cell: 7.	[1040, 951, 1066, 971]
page-label: ଧରିତ୍ରୀ ୧୩	[1398, 4, 1489, 26]
kvic-address: J-16, Bhimpur, Gandamunda, P.O. : Khandagiri, Bhubaneswar-30	[955, 1315, 1490, 1338]
tobacco-slogan: "ତମାଖୁ ବର୍ଜନ, ସୁସ୍ଥ ଜୀବନ"	[178, 2114, 578, 2164]
front-page-headline: ସୌମ୍ୟା, ପ୍ରିୟବ୍ରତ...	[50, 104, 318, 137]
